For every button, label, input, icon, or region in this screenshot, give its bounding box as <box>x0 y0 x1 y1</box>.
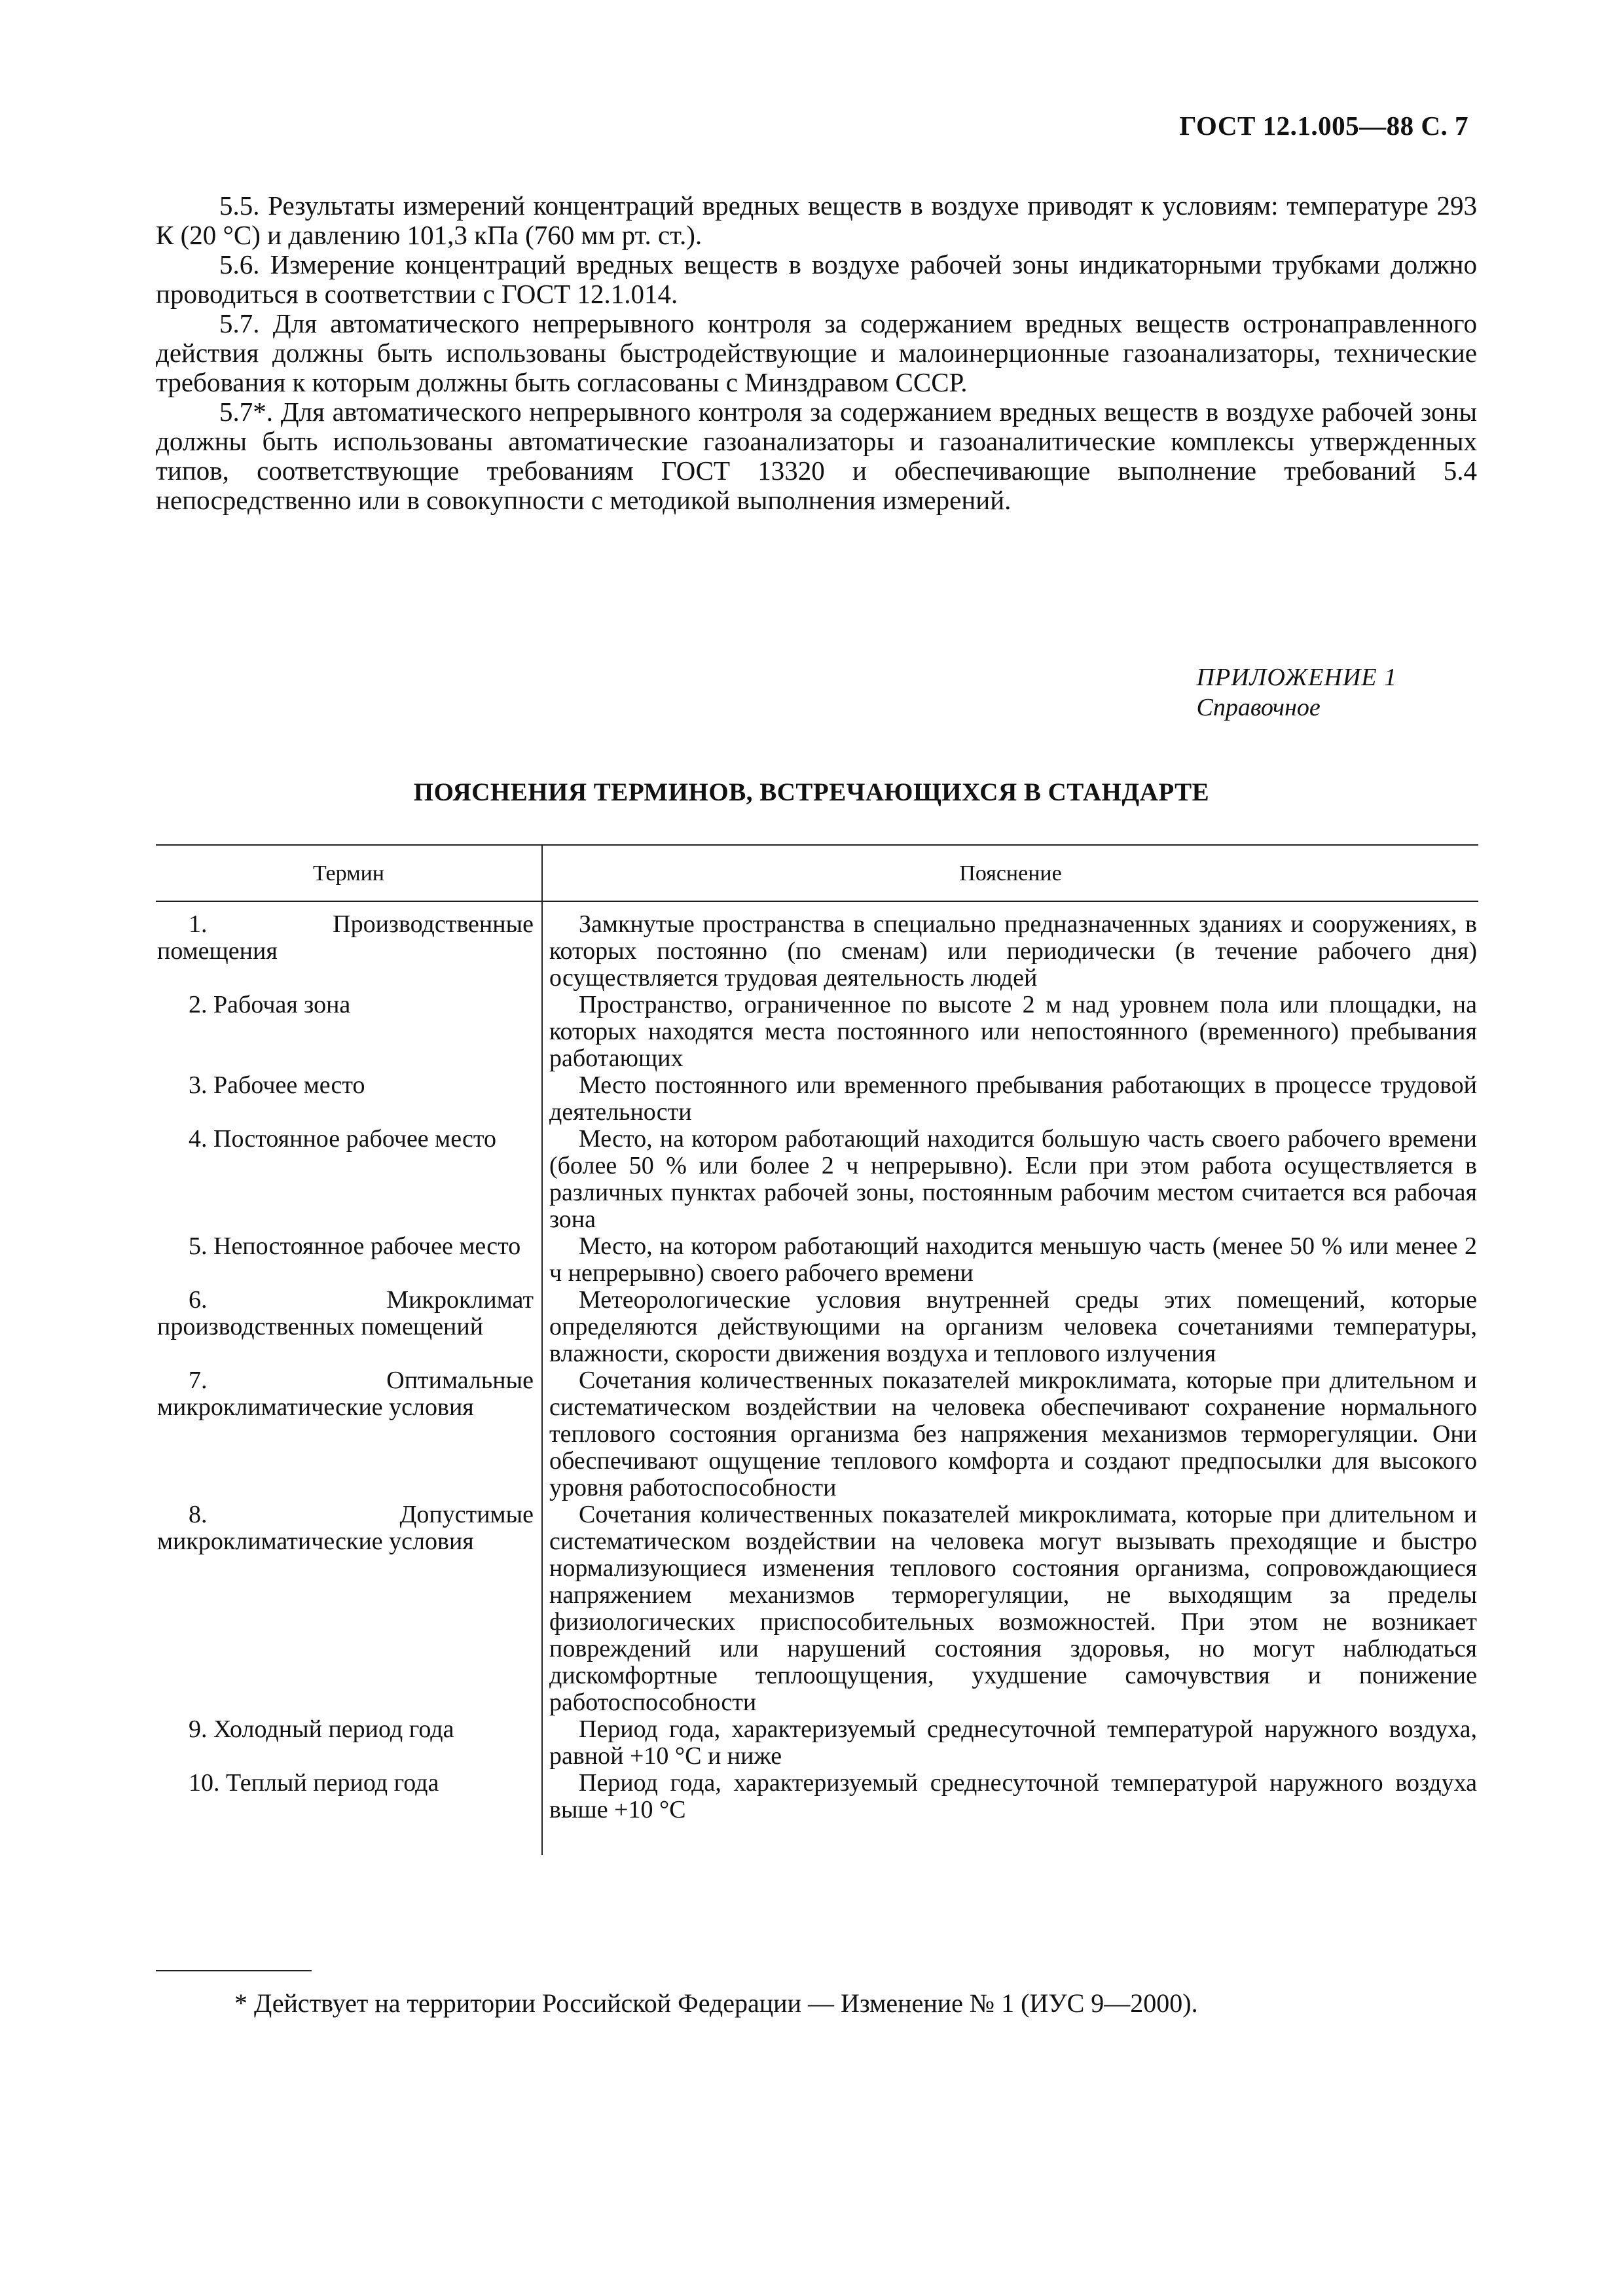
term-text: 9. Холодный период года <box>189 1715 454 1743</box>
table-row <box>156 1287 1478 1367</box>
terms-table <box>156 844 1478 1855</box>
term-text: 1. Производственные помещения <box>157 910 534 965</box>
term-cell <box>156 1501 542 1716</box>
explanation-cell <box>542 1072 1478 1126</box>
explanation-text: Пространство, ограниченное по высоте 2 м над уровнем пола или площадки, на которых находятся места постоянного или непостоянного (временного) пребывания работающих <box>549 991 1477 1072</box>
explanation-cell <box>542 1716 1478 1770</box>
explanation-cell <box>542 1770 1478 1855</box>
term-cell <box>156 1287 542 1367</box>
paragraph-5-7-star: 5.7*. Для автоматического непрерывного контроля за содержанием вредных веществ в воздухе рабочей зоны должны быть использованы автоматические газоанализаторы и газоаналитические комплексы утвержденных типов, соответствующие требованиям ГОСТ 13320 и обеспечивающие выполнение требований 5.4 непосредственно или в совокупности с методикой выполнения измерений. <box>156 397 1477 515</box>
appendix-title: ПРИЛОЖЕНИЕ 1 <box>1196 664 1397 691</box>
appendix-label <box>1197 662 1397 723</box>
explanation-text: Период года, характеризуемый среднесуточной температурой наружного воздуха, равной +10 °С и ниже <box>549 1715 1477 1770</box>
explanation-cell <box>542 901 1478 992</box>
explanation-text: Замкнутые пространства в специально предназначенных зданиях и сооружениях, в которых постоянно (по сменам) или периодически (в течение рабочего дня) осуществляется трудовая деятельность людей <box>549 910 1477 992</box>
explanation-text: Метеорологические условия внутренней среды этих помещений, которые определяются действующими на организм человека сочетаниями температуры, влажности, скорости движения воздуха и теплового излучения <box>549 1286 1477 1367</box>
appendix-subtitle: Справочное <box>1196 694 1321 721</box>
term-cell <box>156 992 542 1072</box>
explanation-cell <box>542 1233 1478 1287</box>
term-cell <box>156 1770 542 1855</box>
paragraph-5-7: 5.7. Для автоматического непрерывного контроля за содержанием вредных веществ остронаправленного действия должны быть использованы быстродействующие и малоинерционные газоанализаторы, технические требования к которым должны быть согласованы с Минздравом СССР. <box>156 308 1477 397</box>
explanation-cell <box>542 1287 1478 1367</box>
table-row <box>156 901 1478 992</box>
term-cell <box>156 1716 542 1770</box>
column-header-explanation: Пояснение <box>542 845 1478 901</box>
term-cell <box>156 901 542 992</box>
column-header-term: Термин <box>156 845 542 901</box>
term-cell <box>156 1367 542 1501</box>
explanation-text: Место постоянного или временного пребывания работающих в процессе трудовой деятельности <box>549 1071 1477 1126</box>
table-row <box>156 992 1478 1072</box>
term-cell <box>156 1072 542 1126</box>
footnote-divider <box>156 1970 312 1971</box>
table-row <box>156 1770 1478 1855</box>
table-row <box>156 1501 1478 1716</box>
explanation-text: Сочетания количественных показателей микроклимата, которые при длительном и систематическом воздействии на человека обеспечивают сохранение нормального теплового состояния организма без напряжения механизмов терморегуляции. Они обеспечивают ощущение теплового комфорта и создают предпосылки для высокого уровня работоспособности <box>549 1367 1477 1501</box>
paragraph-5-6: 5.6. Измерение концентраций вредных веществ в воздухе рабочей зоны индикаторными трубками должно проводиться в соответствии с ГОСТ 12.1.014. <box>156 249 1477 309</box>
term-text: 2. Рабочая зона <box>189 991 351 1018</box>
term-text: 4. Постоянное рабочее место <box>189 1125 497 1153</box>
term-cell <box>156 1126 542 1233</box>
paragraph-5-5: 5.5. Результаты измерений концентраций вредных веществ в воздухе приводят к условиям: температуре 293 К (20 °С) и давлению 101,3 кПа (760 мм рт. ст.). <box>156 190 1477 250</box>
footnote: * Действует на территории Российской Федерации — Изменение № 1 (ИУС 9—2000). <box>234 1988 1198 2018</box>
table-row <box>156 1716 1478 1770</box>
explanation-text: Сочетания количественных показателей микроклимата, которые при длительном и систематическом воздействии на человека могут вызывать преходящие и быстро нормализующиеся изменения теплового состояния организма, сопровождающиеся напряжением механизмов терморегуляции, не выходящим за пределы физиологических приспособительных возможностей. При этом не возникает повреждений или нарушений состояния здоровья, но могут наблюдаться дискомфортные теплоощущения, ухудшение самочувствия и понижение работоспособности <box>549 1501 1477 1716</box>
table-row <box>156 1072 1478 1126</box>
term-text: 7. Оптимальные микроклиматические условия <box>157 1367 534 1421</box>
explanation-cell <box>542 992 1478 1072</box>
explanation-text: Место, на котором работающий находится большую часть своего рабочего времени (более 50 % или более 2 ч непрерывно). Если при этом работа осуществляется в различных пунктах рабочей зоны, постоянным рабочим местом считается вся рабочая зона <box>549 1125 1477 1233</box>
page-header: ГОСТ 12.1.005—88 С. 7 <box>1179 111 1468 141</box>
section-title: ПОЯСНЕНИЯ ТЕРМИНОВ, ВСТРЕЧАЮЩИХСЯ В СТАНДАРТЕ <box>413 778 1210 806</box>
table-row <box>156 1126 1478 1233</box>
term-cell <box>156 1233 542 1287</box>
table-row <box>156 1233 1478 1287</box>
table-header-row <box>156 845 1478 901</box>
explanation-text: Период года, характеризуемый среднесуточной температурой наружного воздуха выше +10 °С <box>549 1769 1477 1823</box>
term-text: 5. Непостоянное рабочее место <box>189 1232 521 1260</box>
term-text: 8. Допустимые микроклиматические условия <box>157 1501 534 1555</box>
body-text <box>156 191 1477 515</box>
explanation-cell <box>542 1367 1478 1501</box>
term-text: 10. Теплый период года <box>189 1769 439 1797</box>
term-text: 6. Микроклимат производственных помещений <box>157 1286 534 1340</box>
explanation-text: Место, на котором работающий находится меньшую часть (менее 50 % или менее 2 ч непрерывно) своего рабочего времени <box>549 1232 1477 1287</box>
explanation-cell <box>542 1501 1478 1716</box>
table-row <box>156 1367 1478 1501</box>
term-text: 3. Рабочее место <box>189 1071 365 1099</box>
explanation-cell <box>542 1126 1478 1233</box>
